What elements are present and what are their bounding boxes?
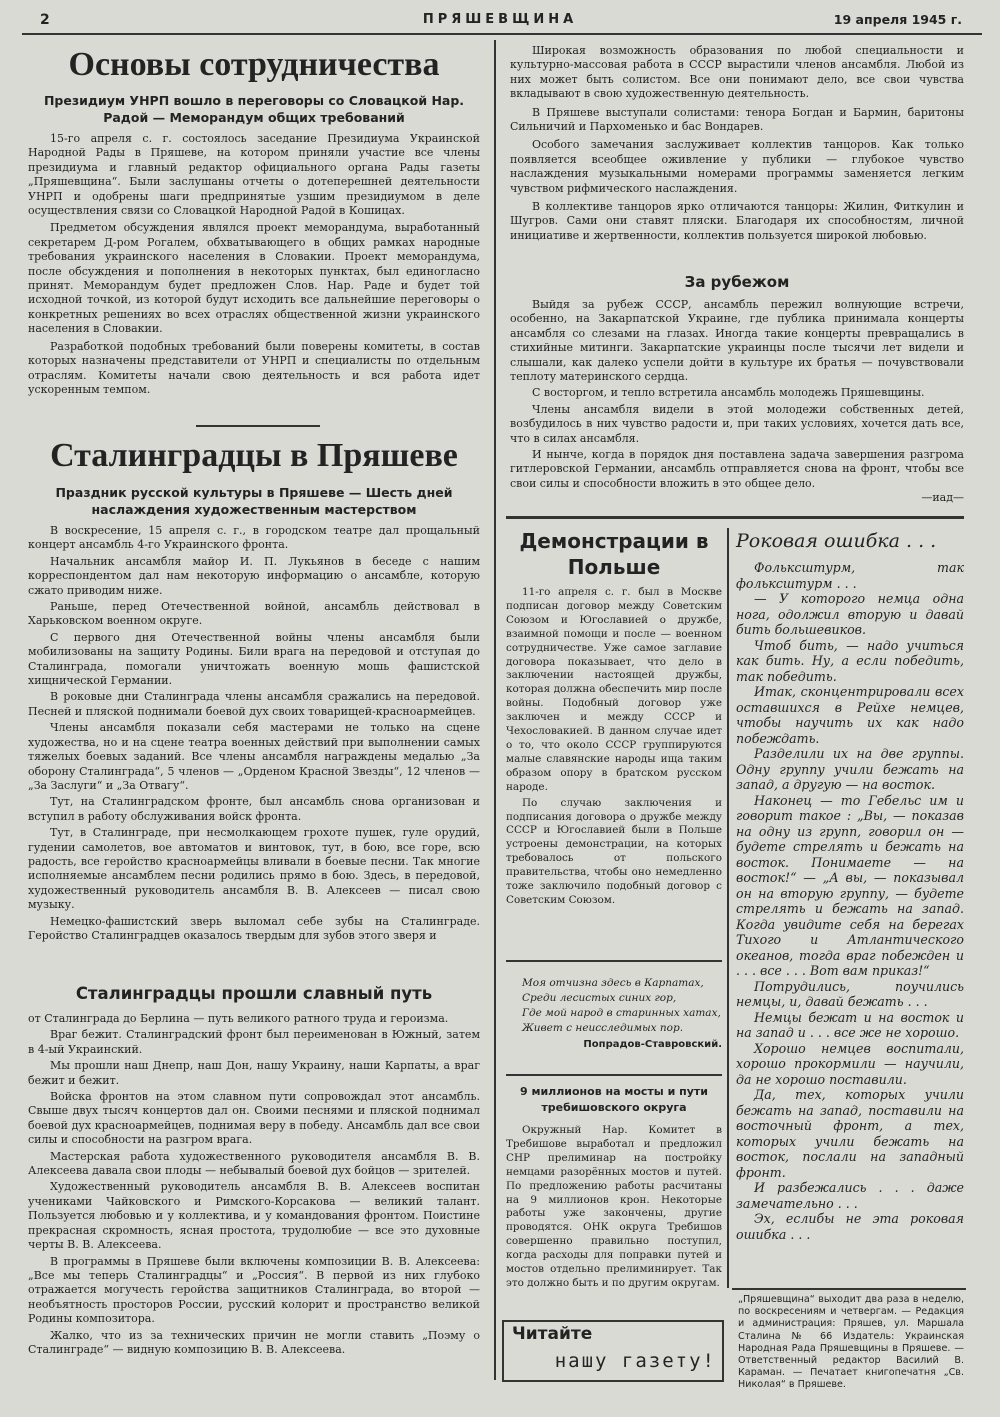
- paragraph: Мы прошли наш Днепр, наш Дон, нашу Украину, наши Карпаты, а враг бежит и бежит.: [28, 1059, 480, 1087]
- paragraph: Мастерская работа художественного руководителя ансамбля В. В. Алексеева давала свои плоды — небывалый боевой дух бойцов — зрителей.: [28, 1149, 480, 1178]
- article-title: Демонстрации в Польше: [519, 529, 709, 579]
- paragraph: Разработкой подобных требований были поверены комитеты, в состав которых назначены представители от УНРП и специалисты по отдельным отраслям. Комитеты начали свою деятельность и вся работа идет ускоренным темпом.: [28, 339, 480, 396]
- paragraph: Члены ансамбля показали себя мастерами не только на сцене художества, но и на сцене театра военных действий при выполнении самых тяжелых боевых заданий. Все члены ансамбля награждены медалью „За оборону Сталинграда“, 5 членов — „Орденом Красной Звезды“, 12 членов — „За Заслуги“ и „За Отвагу“.: [28, 721, 480, 792]
- paragraph: Разделили их на две группы. Одну группу учили бежать на запад, а другую — на восток.: [736, 746, 964, 792]
- article-cooperation: [28, 42, 480, 397]
- paragraph: Особого замечания заслуживает коллектив танцоров. Как только появляется всеобщее оживление у публики — глубокое чувство наслаждения музыкальными номерами программы заменяется легким чувством рифмического наслаждения.: [510, 138, 964, 195]
- paragraph: Потрудились, поучились немцы, и, давай бежать . . .: [736, 978, 964, 1009]
- article-ensemble-continued: [510, 44, 964, 243]
- paragraph: от Сталинграда до Берлина — путь великого ратного труда и героизма.: [28, 1012, 449, 1025]
- paragraph: Фольксштурм, так фольксштурм . . .: [736, 560, 964, 591]
- paragraph: Войска фронтов на этом славном пути сопровождал этот ансамбль. Свыше двух тысяч концертов дал он. Своими песнями и пляской поднимал боевой дух красноармейцев, поднимая веру в победу. Ансамбль дал все свои силы и способности на разгром врага.: [28, 1090, 480, 1147]
- paragraph: 11-го апреля с. г. был в Москве подписан договор между Советским Союзом и Югославией о дружбе, взаимной помощи и после — военном сотрудничестве. Уже самое заглавие договора показывает, что дело в заключении настоящей дружбы, которая должна обеспечить мир после войны. Подобный договор уже заключен и между СССР и Чехословакией. В данном случае идет о то, что около СССР группируются малые славянские народы ища таким образом опору в братском русском народе.: [506, 586, 722, 793]
- paragraph: Тут, на Сталинградском фронте, был ансамбль снова организован и вступил в работу обслуживания войск фронта.: [28, 795, 480, 823]
- paragraph: Члены ансамбля видели в этой молодежи собственных детей, возбудилось в них чувство радости и, при таких условиях, хочется дать все, что в силах ансамбля.: [510, 402, 964, 445]
- paragraph: Начальник ансамбля майор И. П. Лукьянов в беседе с нашим корреспондентом дал нам некоторую информацию о ансамбле, которую сжато приводим ниже.: [28, 554, 480, 597]
- article-title: За рубежом: [684, 273, 790, 291]
- paragraph: Выйдя за рубеж СССР, ансамбль пережил волнующие встречи, особенно, на Закарпатской Украине, где публика принимала концерты ансамбля со слезами на глазах. Иногда такие концерты превращались в стихийные митинги. Закарпатские украинцы после тысячи лет видели и слышали, как далеко успели дойти в культуре их братья — почувствовали теплоту материнского сердца.: [510, 298, 964, 384]
- paragraph: 15-го апреля с. г. состоялось заседание Президиума Украинской Народной Рады в Пряшеве, на котором приняли участие все члены президиума и главный редактор официального органа Рады газеты „Пряшевщина“. Были заслушаны отчеты о дотеперешней деятельности УНРП и одобрены шаги предпринятые узшим президиумом в деле осуществления связи со Словацкой Народной Радой в Кошицах.: [28, 132, 480, 218]
- column-divider: [494, 40, 496, 1380]
- paragraph: Раньше, перед Отечественной войной, ансамбль действовал в Харьковском военном округе.: [28, 600, 480, 628]
- masthead-rule: [22, 33, 982, 35]
- paragraph: В воскресение, 15 апреля с. г., в городском театре дал прощальный концерт ансамбль 4-го Украинского фронта.: [28, 524, 480, 552]
- paragraph: С восторгом, и тепло встретила ансамбль молодежь Пряшевщины.: [532, 386, 925, 400]
- signature: —иад—: [921, 491, 964, 505]
- imprint: „Пряшевщина“ выходит два раза в неделю, по воскресениям и четвергам. — Редакция и администрация: Пряшев, ул. Маршала Сталина № 66 Издатель: Украинская Народная Рада Пряшевщины в Пряшеве. — Ответственный редактор Василий В. Караман. — Печатает книгопечатня „Св. Николая“ в Пряшеве.: [738, 1294, 964, 1391]
- article-title: Сталинградцы в Пряшеве: [50, 437, 458, 474]
- section-rule: [506, 1074, 722, 1076]
- paragraph: С первого дня Отечественной войны члены ансамбля были мобилизованы на защиту Родины. Били врага на передовой и отступая до Сталинграда, помогали уничтожать военную мошь фашистской хищнической Германии.: [28, 630, 480, 688]
- article-title: 9 миллионов на мосты и пути требишовского округа: [520, 1085, 708, 1114]
- article-title: Основы сотрудничества: [68, 46, 440, 83]
- poem-line: Моя отчизна здесь в Карпатах,: [522, 977, 704, 989]
- paragraph: И разбежались . . . даже замечательно . . .: [736, 1180, 964, 1211]
- article-subtitle: Праздник русской культуры в Пряшеве — Шесть дней наслаждения художественным мастерством: [55, 485, 453, 517]
- paragraph: В Пряшеве выступали солистами: тенора Богдан и Бармин, баритоны Сильничий и Пархоменько и бас Вондарев.: [510, 105, 964, 134]
- paragraph: Да, тех, которых учили бежать на запад, поставили на восточный фронт, а тех, которых учили бежать на восток, послали на западный фронт.: [736, 1087, 964, 1180]
- page-number: 2: [40, 12, 50, 28]
- paragraph: Жалко, что из за технических причин не могли ставить „Поэму о Сталинграде“ — видную композицию В. В. Алексеева.: [28, 1328, 480, 1356]
- article-fatal-mistake: [736, 528, 964, 1242]
- article-subtitle: Президиум УНРП вошло в переговоры со Словацкой Нар. Радой — Меморандум общих требований: [43, 93, 465, 125]
- article-title: Сталинградцы прошли славный путь: [75, 984, 433, 1003]
- section-rule: [506, 960, 722, 962]
- poem-line: Среди лесистых синих гор,: [522, 992, 677, 1004]
- article-abroad: [510, 270, 964, 506]
- paragraph: Наконец — то Гебельс им и говорит такое : „Вы, — показав на одну из групп, говорил он — будете стрелять и бежать на восток. Понимаете — на восток!“ — „А вы, — показывал он на вторую группу, — будете стрелять и бежать на запад. Когда увидите себя на берегах Тихого и Атлантического океанов, тогда враг побежден и . . . все . . . Вот вам приказ!“: [736, 792, 964, 978]
- article-bridges: [506, 1084, 722, 1291]
- newspaper-title: ПРЯШЕВЩИНА: [422, 12, 578, 27]
- poem-line: Живет с неисследимых пор.: [522, 1022, 684, 1034]
- section-rule: [732, 1288, 966, 1290]
- paragraph: Хорошо немцев воспитали, хорошо прокормили — научили, да не хорошо поставили.: [736, 1040, 964, 1087]
- paragraph: Художественный руководитель ансамбля В. В. Алексеев воспитан учениками Чайковского и Римского-Корсакова — великий талант. Пользуется любовью и у коллектива, и у командования фронтом. Поистине прекрасная скромность, ясная простота, трудолюбие — все это духовные черты В. В. Алексеева.: [28, 1180, 480, 1252]
- article-glorious-path: [28, 982, 480, 1357]
- paragraph: — У которого немца одна нога, одолжил вторую и давай бить большевиков.: [736, 591, 964, 637]
- paragraph: И нынче, когда в порядок дня поставлена задача завершения разгрома гитлеровской Германии, ансамбль отправляется снова на фронт, чтобы все свои силы и способности вложить в это общее дело.: [510, 448, 964, 490]
- issue-date: 19 апреля 1945 г.: [833, 12, 962, 27]
- promo-line-1: Читайте: [512, 1324, 593, 1344]
- paragraph: Враг бежит. Сталинградский фронт был переименован в Южный, затем в 4-ый Украинский.: [28, 1028, 480, 1056]
- paragraph: Чтоб бить, — надо учиться как бить. Ну, а если победить, так победить.: [736, 637, 964, 684]
- section-rule: [196, 425, 320, 427]
- section-rule: [506, 516, 964, 519]
- paragraph: Эх, еслибы не эта роковая ошибка . . .: [736, 1211, 964, 1242]
- subscribe-promo: [502, 1320, 724, 1382]
- paragraph: В программы в Пряшеве были включены композиции В. В. Алексеева: „Все мы теперь Сталинградцы“ и „Россия“. В первой из них глубоко отражается могучесть геройства защитников Сталинграда, во второй — необъятность просторов России, русский колорит и пространство великой Родины композитора.: [28, 1254, 480, 1326]
- poem: [506, 976, 722, 1052]
- article-title: Роковая ошибка . . .: [736, 530, 937, 552]
- paragraph: Итак, сконцентрировали всех оставшихся в Рейхе немцев, чтобы научить их как надо побеждать.: [736, 684, 964, 746]
- inner-column-divider: [727, 528, 729, 1288]
- paragraph: Тут, в Сталинграде, при несмолкающем грохоте пушек, гуле орудий, гудении самолетов, вое автоматов и винтовок, тут, в бою, все горе, всю радость, все геройство красноармейцы вливали в боевые песни. Так многие исполняемые ансамблем песни родились прямо в бою. Здесь, в передовой, художественный руководитель ансамбля В. В. Алексеев — писал свою музыку.: [28, 826, 480, 912]
- article-demonstrations-poland: [506, 528, 722, 908]
- paragraph: В роковые дни Сталинграда члены ансамбля сражались на передовой. Песней и пляской поднимали боевой дух своих товарищей-красноармейцев.: [28, 690, 480, 718]
- paragraph: Окружный Нар. Комитет в Требишове выработал и предложил СНР прелиминар на постройку немцами разорённых мостов и путей. По предложению работы расчитаны на 9 миллионов крон. Некоторые работы уже закончены, другие проводятся. ОНК округа Требишов совершенно правильно поступил, когда расходы для поправки путей и мостов отдельно прелиминирует. Так это должно быть и по другим округам.: [506, 1124, 722, 1289]
- paragraph: Немцы бежат и на восток и на запад и . . . все же не хорошо.: [736, 1009, 964, 1040]
- poem-author: Попрадов-Ставровский.: [583, 1039, 722, 1050]
- paragraph: В коллективе танцоров ярко отличаются танцоры: Жилин, Фиткулин и Шугров. Сами они ставят пляски. Благодаря их способностям, личной инициативе и жертвенности, коллектив пользуется широкой любовью.: [510, 200, 964, 242]
- paragraph: По случаю заключения и подписания договора о дружбе между СССР и Югославией были в Польше устроены демонстрации, на которых требовалось от польского правительства, чтобы оно немедленно тоже заключило подобный договор с Советским Союзом.: [506, 796, 722, 906]
- paragraph: Предметом обсуждения являлся проект меморандума, выработанный секретарем Д-ром Рогалем, обхватывающего в общих рамках народные требования украинского населения в Словакии. Проект меморандума, после обсуждения и пополнения в некоторых пунктах, был единогласно принят. Меморандум будет предложен Слов. Нар. Раде и будет той исходной точкой, из которой будут исходить все дальнейшие переговоры о конкретных решениях во всех отраслях общественной жизни украинского населения в Словакии.: [28, 221, 480, 336]
- paragraph: Широкая возможность образования по любой специальности и культурно-массовая работа в СССР вырастили членов ансамбля. Любой из них может быть солистом. Все они понимают дело, все свои чувства вкладывают в свою художественную деятельность.: [510, 44, 964, 101]
- paragraph: Немецко-фашистский зверь выломал себе зубы на Сталинграде. Геройство Сталинградцев оказалось твердым для зубов этого зверя и: [28, 914, 480, 942]
- poem-line: Где мой народ в старинных хатах,: [522, 1007, 721, 1019]
- promo-line-2: нашу газету!: [554, 1350, 716, 1372]
- article-stalingrad: [28, 432, 480, 943]
